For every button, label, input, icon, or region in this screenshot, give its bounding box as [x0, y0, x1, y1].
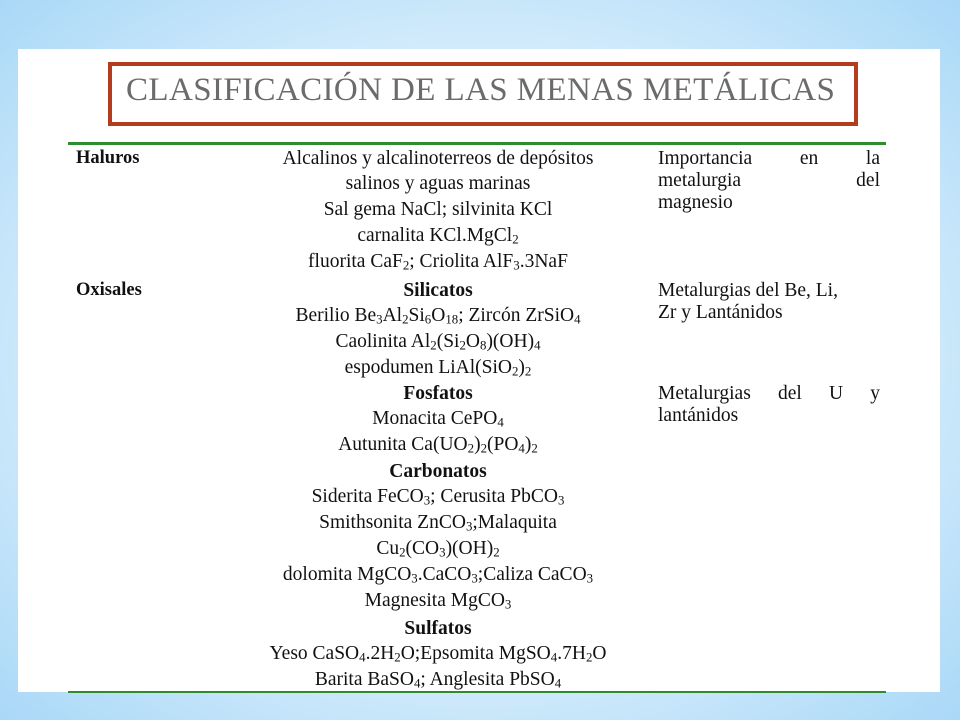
importance-word: Importancia [658, 148, 753, 169]
silicatos-line: Berilio $Be_3Al_2Si_6O_{18}$; Zircón ZrSiO$_4$ [295, 305, 581, 327]
haluros-line: Alcalinos y alcalinoterreos de depósitos [282, 148, 594, 169]
haluros-line: Sal gema NaCl; silvinita KCl [323, 199, 553, 220]
group-heading-fosfatos: Fosfatos [403, 383, 473, 404]
importance-word: del [777, 383, 802, 404]
category-oxisales: Oxisales [76, 280, 142, 300]
importance-word: U [828, 383, 844, 404]
importance-line: magnesio [658, 192, 733, 213]
haluros-importance [658, 148, 880, 214]
silicatos-line: espodumen $LiAl(SiO_2)_2$ [344, 357, 532, 379]
haluros-line: salinos y aguas marinas [345, 173, 531, 194]
category-haluros: Haluros [76, 148, 140, 168]
silicatos-line: Caolinita $Al_2(Si_2O_8)(OH)_4$ [335, 331, 541, 353]
haluros-line: carnalita KCl.MgCl$_2$ [357, 225, 519, 247]
carbonatos-line: $Cu_2(CO_3)(OH)_2$ [376, 538, 500, 560]
table-top-rule [68, 142, 886, 145]
importance-line: lantánidos [658, 405, 739, 426]
table-bottom-rule [68, 691, 886, 693]
group-heading-carbonatos: Carbonatos [389, 461, 487, 482]
importance-word: en [799, 148, 819, 169]
sulfatos-line: Barita BaSO$_4$; Anglesita PbSO$_4$ [314, 669, 562, 691]
fosfatos-line: Monacita CePO$_4$ [372, 408, 504, 430]
carbonatos-line: Magnesita MgCO$_3$ [364, 590, 512, 612]
group-heading-silicatos: Silicatos [403, 280, 473, 301]
sulfatos-line: Yeso $CaSO_4.2H_2O;Epsomita$ $MgSO_4.7H_2O$ [269, 643, 607, 665]
title-box [108, 62, 858, 126]
page-title: CLASIFICACIÓN DE LAS MENAS METÁLICAS [126, 72, 836, 108]
importance-line: Metalurgias del Be, Li, [658, 280, 838, 301]
importance-line [658, 170, 880, 192]
importance-word: metalurgia [658, 170, 742, 191]
carbonatos-line: dolomita MgCO$_3$.CaCO$_3$;Caliza CaCO$_3$ [282, 564, 594, 586]
importance-line [658, 383, 880, 405]
carbonatos-line: Smithsonita ZnCO$_3$;Malaquita [319, 512, 557, 534]
importance-word: Metalurgias [658, 383, 751, 404]
importance-line: Zr y Lantánidos [658, 302, 783, 323]
fosfatos-importance [658, 383, 880, 427]
importance-word: del [856, 170, 880, 191]
importance-word: la [865, 148, 880, 169]
haluros-line: fluorita CaF$_2$; Criolita AlF$_3$.3NaF [308, 251, 568, 273]
importance-word: y [870, 383, 880, 404]
fosfatos-line: Autunita $Ca(UO_2)_2(PO_4)_2$ [338, 434, 538, 456]
importance-line [658, 148, 880, 170]
carbonatos-line: Siderita FeCO$_3$; Cerusita PbCO$_3$ [311, 486, 565, 508]
silicatos-importance [658, 280, 880, 324]
group-heading-sulfatos: Sulfatos [404, 618, 472, 639]
